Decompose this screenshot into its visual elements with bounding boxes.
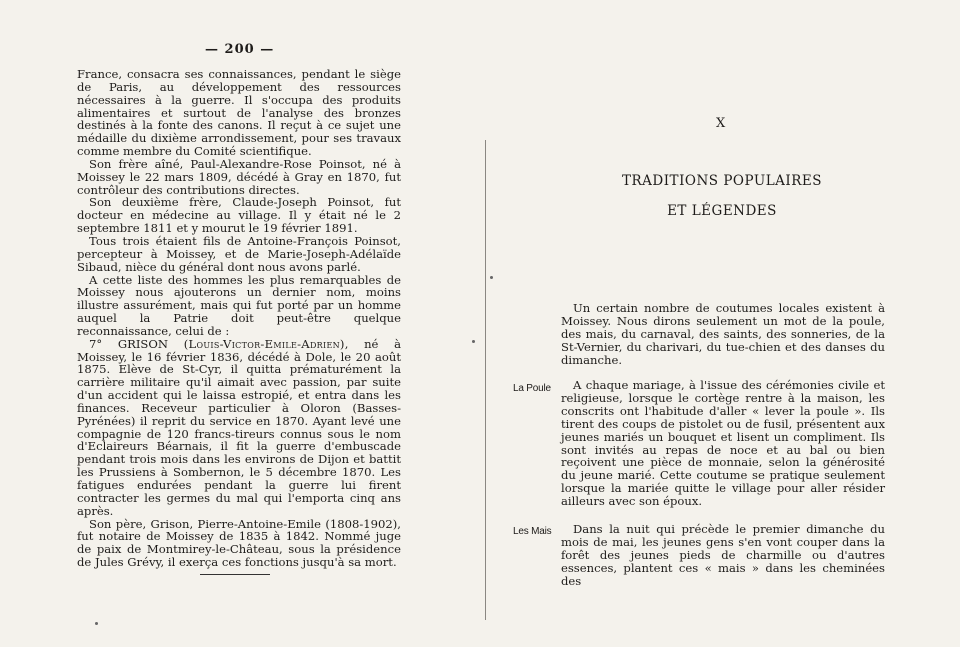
chapter-title-line-2: ET LÉGENDES [667,203,777,219]
paragraph-grison-father: Son père, Grison, Pierre-Antoine-Emile (1808-1902), fut notaire de Moissey de 1835 à 1842. Nommé juge de paix de Montmirey-le-Château, sous la présidence de Jules Grévy, il exerça ces fonctions jusqu'à sa mort. [77,516,401,570]
paragraph-paul-alexandre: Son frère aîné, Paul-Alexandre-Rose Poinsot, né à Moissey le 22 mars 1809, décédé à Gray en 1870, fut contrôleur des contributions directes. [77,156,401,197]
section-les-mais [561,523,885,588]
paragraph-siege-paris: France, consacra ses connaissances, pendant le siège de Paris, au développement des ressources nécessaires à la guerre. Il s'occupa des produits alimentaires et surtout de l'analyse des bronzes destinés à la fonte des canons. Il reçut à ce sujet une médaille du dixième arrondissement, pour ses travaux comme membre du Comité scientifique. [77,67,401,159]
chapter-title-line-1: TRADITIONS POPULAIRES [621,173,823,189]
section-end-rule [200,574,270,575]
margin-note-les-mais: Les Mais [513,526,552,537]
left-page [0,0,470,647]
intro-paragraph: Un certain nombre de coutumes locales existent à Moissey. Nous dirons seulement un mot de la poule, des mais, du carnaval, des saints, des sonneries, de la St-Vernier, du charivari, du tue-chien et des danses du dimanche. [561,301,885,367]
paragraph-claude-joseph: Son deuxième frère, Claude-Joseph Poinsot, fut docteur en médecine au village. Il y était né le 2 septembre 1811 et y mourut le 19 février 1891. [77,195,401,236]
section-la-poule [561,379,885,508]
print-speck [95,622,98,625]
left-page-body [77,68,401,569]
chapter-intro [561,302,885,367]
paragraph-grison [77,338,401,518]
paragraph-liste: A cette liste des hommes les plus remarquables de Moissey nous ajouterons un dernier nom, moins illustre assurément, mais qui fut porté par un homme auquel la Patrie doit peut-être quelque reconnaissance, celui de : [77,272,401,338]
grison-biography: , né à Moissey, le 16 février 1836, décédé à Dole, le 20 août 1875. Elève de St-Cyr, il quitta prématurément la carrière militaire qu'il aimait avec passion, par suite d'un accident qui le laissa estropié, et entra dans les finances. Receveur particulier à Oloron (Basses-Pyrénées) il reprit du service en 1870. Ayant levé une compagnie de 120 francs-tireurs connus sous le nom d'Eclaireurs Béarnais, il fit la guerre d'embuscade pendant trois mois dans les environs de Dijon et battit les Prussiens à Sombernon, le 5 décembre 1870. Les fatigues endurées pendant la guerre lui firent contracter les germes du mal qui l'emporta cinq ans après. [77,336,401,518]
chapter-number: X [716,116,726,131]
grison-names: (Louis-Victor-Emile-Adrien) [183,336,345,351]
page-number: — 200 — [205,42,275,57]
margin-note-la-poule: La Poule [513,383,551,394]
print-speck [472,340,475,343]
la-poule-paragraph: A chaque mariage, à l'issue des cérémonies civile et religieuse, lorsque le cortège rentre à la maison, les conscrits ont l'habitude d'aller « lever la poule ». Ils tirent des coups de pistolet ou de fusil, présentent aux jeunes mariés un bouquet et lisent un compliment. Ils sont invités au repas de noce et au bal ou bien reçoivent une pièce de monnaie, selon la générosité du jeune marié. Cette coutume se pratique seulement lorsque la mariée quitte le village pour aller résider ailleurs avec son époux. [561,378,885,509]
paragraph-parents: Tous trois étaient fils de Antoine-François Poinsot, percepteur à Moissey, et de Marie-Joseph-Adélaïde Sibaud, nièce du général dont nous avons parlé. [77,233,401,274]
les-mais-paragraph: Dans la nuit qui précède le premier dimanche du mois de mai, les jeunes gens s'en vont couper dans la forêt des jeunes pieds de charmille ou d'autres essences, plantent ces « mais » dans les cheminées des [561,522,885,588]
grison-number: 7° GRISON [89,336,169,351]
